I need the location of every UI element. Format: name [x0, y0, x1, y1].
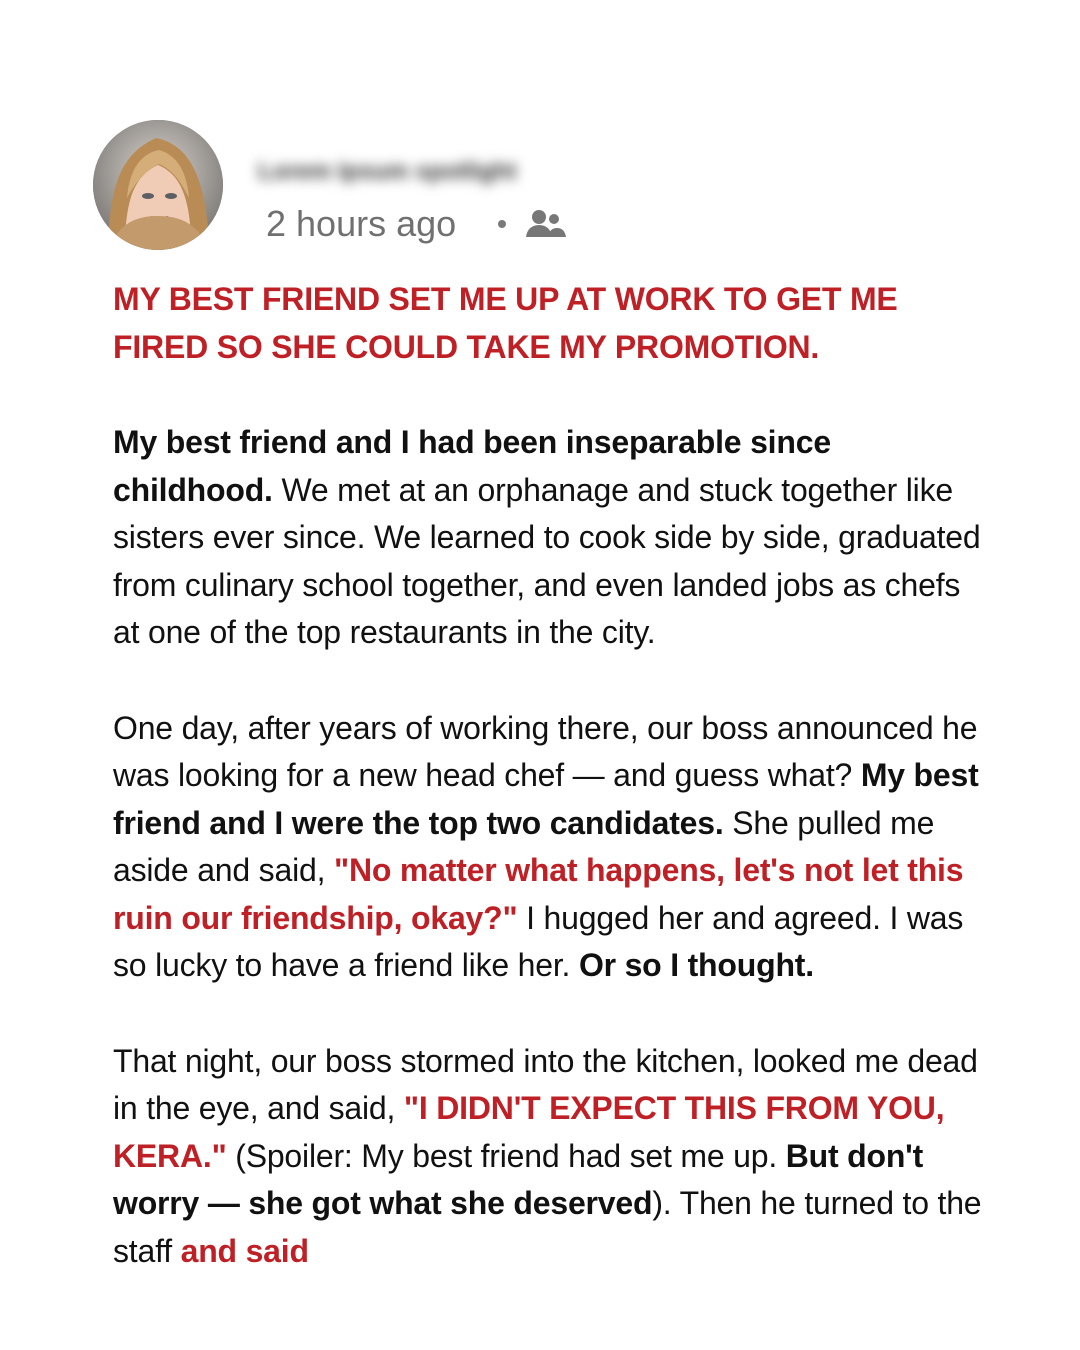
separator-dot: [498, 220, 506, 228]
paragraph-1-bold-line-2: childhood.: [113, 471, 273, 508]
post-title-line-1: MY BEST FRIEND SET ME UP AT WORK TO GET ME: [113, 281, 898, 317]
paragraph-3-quote: "I DIDN'T EXPECT THIS FROM YOU, KERA.": [113, 1090, 945, 1174]
paragraph-2-bold-2: Or so I thought.: [578, 947, 814, 983]
post-header: [93, 120, 793, 252]
paragraph-1-text: We met at an orphanage and stuck together like sisters ever since. We learned to cook side by side, graduated from culinary school together, and even landed jobs as chefs at one of the top restaurants in the city.: [113, 471, 981, 650]
friends-icon[interactable]: [524, 207, 566, 241]
paragraph-2-bold-1: My best friend and I were the top two candidates.: [113, 757, 979, 841]
post-title-line-2: FIRED SO SHE COULD TAKE MY PROMOTION.: [113, 328, 820, 365]
paragraph-2-text-2: She pulled me aside and said,: [113, 804, 935, 888]
paragraph-2-quote: "No matter what happens, let's not let this ruin our friendship, okay?": [113, 852, 964, 936]
paragraph-3-bold: But don't worry — she got what she deserved: [113, 1137, 924, 1221]
paragraph-2-text-1: One day, after years of working there, our boss announced he was looking for a new head chef — and guess what?: [113, 709, 978, 793]
post-paragraph-3: [113, 1038, 993, 1276]
paragraph-2-text-3: I hugged her and agreed. I was so lucky to have a friend like her.: [113, 899, 964, 983]
paragraph-3-text-1: That night, our boss stormed into the kitchen, looked me dead in the eye, and said,: [113, 1042, 978, 1126]
paragraph-3-text-3: ). Then he turned to the staff: [113, 1185, 982, 1269]
paragraph-3-text-2: (Spoiler: My best friend had set me up.: [226, 1137, 786, 1174]
author-avatar[interactable]: [93, 120, 223, 250]
post-paragraph-2: [113, 705, 993, 990]
profile-photo-icon: [93, 120, 223, 250]
post-body: [113, 276, 993, 1323]
post-paragraph-1: [113, 419, 993, 657]
paragraph-3-red-end: and said: [180, 1232, 309, 1269]
post-title: [113, 276, 993, 371]
post-meta: [266, 203, 566, 244]
author-name[interactable]: Lorem Ipsum spotlight: [258, 158, 517, 185]
paragraph-1-bold-line-1: My best friend and I had been inseparable since: [113, 424, 831, 460]
post-timestamp[interactable]: 2 hours ago: [266, 203, 457, 244]
